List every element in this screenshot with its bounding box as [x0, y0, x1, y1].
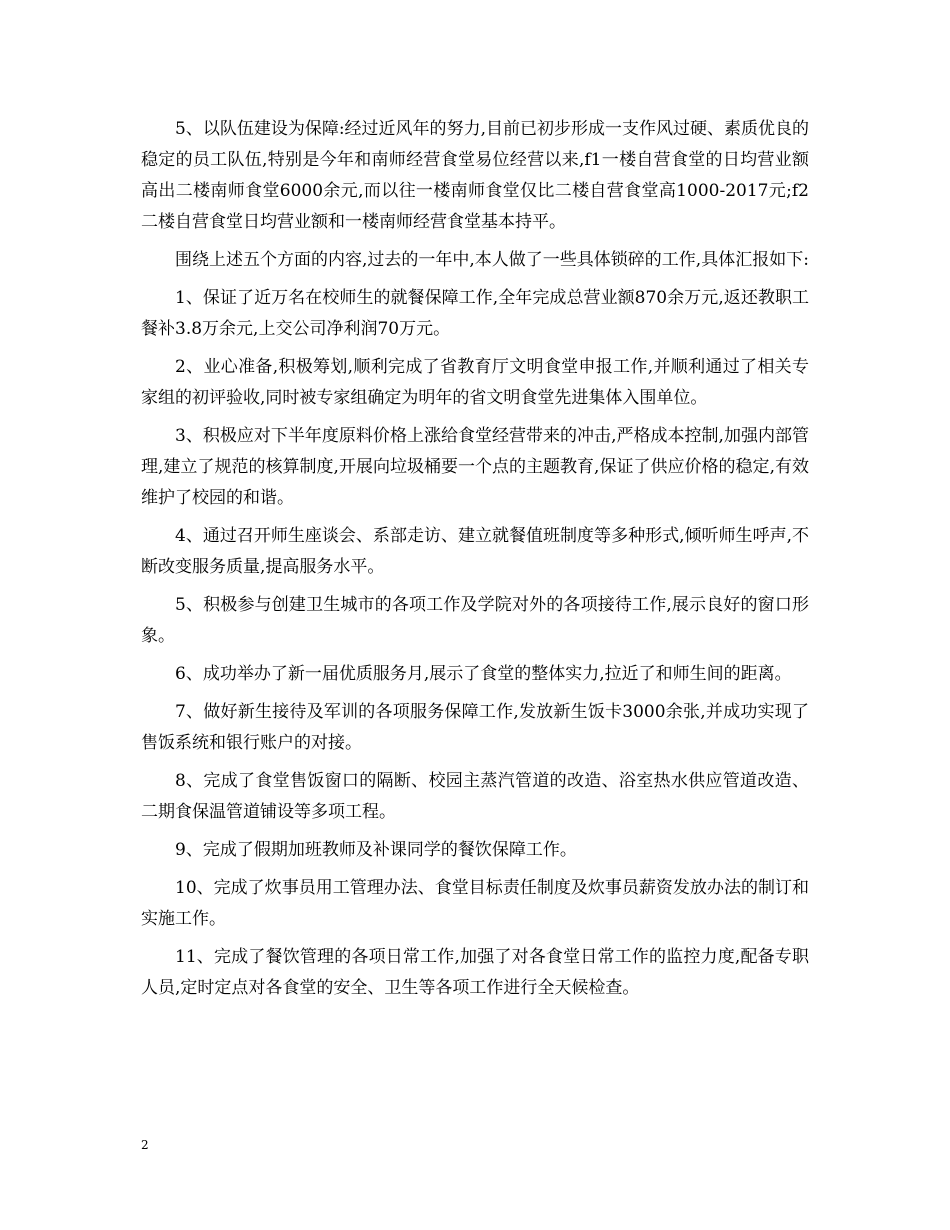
paragraph-item-5: 5、积极参与创建卫生城市的各项工作及学院对外的各项接待工作,展示良好的窗口形象。: [141, 595, 809, 646]
paragraph-item-7: 7、做好新生接待及军训的各项服务保障工作,发放新生饭卡3000余张,并成功实现了售饭系统和银行账户的对接。: [141, 702, 809, 753]
paragraph-item-6: 6、成功举办了新一届优质服务月,展示了食堂的整体实力,拉近了和师生间的距离。: [175, 664, 792, 684]
paragraph-summary-intro: 围绕上述五个方面的内容,过去的一年中,本人做了一些具体锁碎的工作,具体汇报如下:: [175, 250, 809, 270]
paragraph-item-1: 1、保证了近万名在校师生的就餐保障工作,全年完成总营业额870余万元,返还教职工餐补3.8万余元,上交公司净利润70万元。: [141, 288, 809, 339]
paragraph-item-8: 8、完成了食堂售饭窗口的隔断、校园主蒸汽管道的改造、浴室热水供应管道改造、二期食保温管道铺设等多项工程。: [141, 771, 809, 822]
paragraph-item-2: 2、业心准备,积极筹划,顺利完成了省教育厅文明食堂申报工作,并顺利通过了相关专家组的初评验收,同时被专家组确定为明年的省文明食堂先进集体入围单位。: [141, 357, 809, 408]
paragraph-item-4: 4、通过召开师生座谈会、系部走访、建立就餐值班制度等多种形式,倾听师生呼声,不断改变服务质量,提高服务水平。: [141, 526, 809, 577]
paragraph-item-10: 10、完成了炊事员用工管理办法、食堂目标责任制度及炊事员薪资发放办法的制订和实施工作。: [141, 878, 809, 929]
paragraph-item-11: 11、完成了餐饮管理的各项日常工作,加强了对各食堂日常工作的监控力度,配备专职人员,定时定点对各食堂的安全、卫生等各项工作进行全天候检查。: [141, 947, 809, 998]
paragraph-item-3: 3、积极应对下半年度原料价格上涨给食堂经营带来的冲击,严格成本控制,加强内部管理,建立了规范的核算制度,开展向垃圾桶要一个点的主题教育,保证了供应价格的稳定,有效维护了校园的和谐。: [141, 426, 809, 508]
document-body: [141, 114, 809, 1011]
paragraph-item-9: 9、完成了假期加班教师及补课同学的餐饮保障工作。: [175, 840, 577, 860]
page-number: 2: [141, 1138, 149, 1152]
paragraph-team-building: 5、以队伍建设为保障:经过近风年的努力,目前已初步形成一支作风过硬、素质优良的稳定的员工队伍,特别是今年和南师经营食堂易位经营以来,f1一楼自营食堂的日均营业额高出二楼南师食堂6000余元,而以往一楼南师食堂仅比二楼自营食堂高1000-2017元;f2二楼自营食堂日均营业额和一楼南师经营食堂基本持平。: [141, 119, 809, 232]
